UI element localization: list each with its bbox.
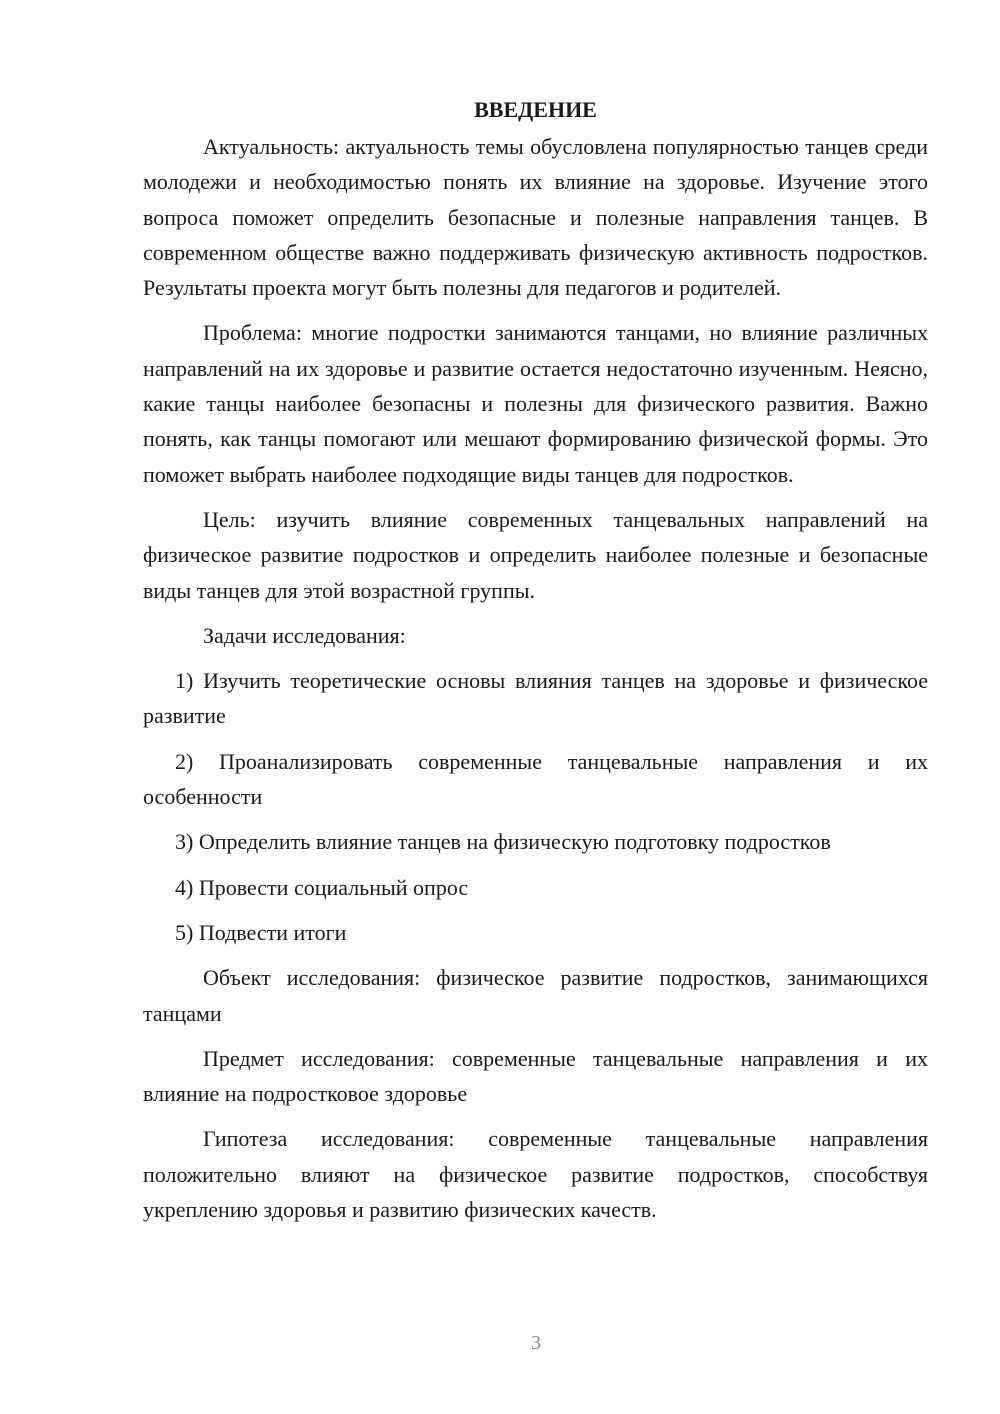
paragraph-subject: Предмет исследования: современные танцевальные направления и их влияние на подростковое здоровье xyxy=(143,1045,928,1107)
task-item-1: 1) Изучить теоретические основы влияния танцев на здоровье и физическое развитие xyxy=(143,668,928,729)
task-item-3: 3) Определить влияние танцев на физическую подготовку подростков xyxy=(175,829,831,855)
task-item-4: 4) Провести социальный опрос xyxy=(175,874,469,900)
document-page xyxy=(143,92,928,1237)
paragraph-goal: Цель: изучить влияние современных танцевальных направлений на физическое развитие подростков и определить наиболее полезные и безопасные виды танцев для этой возрастной группы. xyxy=(143,506,928,603)
page-number: 3 xyxy=(531,1332,541,1354)
paragraph-relevance: Актуальность: актуальность темы обусловлена популярностью танцев среди молодежи и необходимостью понять их влияние на здоровье. Изучение этого вопроса поможет определить безопасные и полезные направления танцев. В современном обществе важно поддерживать физическую активность подростков. Результаты проекта могут быть полезны для педагогов и родителей. xyxy=(143,134,928,301)
section-title: ВВЕДЕНИЕ xyxy=(474,97,597,122)
paragraph-problem: Проблема: многие подростки занимаются танцами, но влияние различных направлений на их здоровье и развитие остается недостаточно изученным. Неясно, какие танцы наиболее безопасны и полезны для физического развития. Важно понять, как танцы помогают или мешают формированию физической формы. Это поможет выбрать наиболее подходящие виды танцев для подростков. xyxy=(143,320,928,487)
task-item-2: 2) Проанализировать современные танцевальные направления и их особенности xyxy=(143,748,928,810)
paragraph-object: Объект исследования: физическое развитие подростков, занимающихся танцами xyxy=(143,965,928,1026)
task-item-5: 5) Подвести итоги xyxy=(175,919,347,945)
tasks-heading: Задачи исследования: xyxy=(203,622,406,648)
paragraph-hypothesis: Гипотеза исследования: современные танцевальные направления положительно влияют на физическое развитие подростков, способствуя укреплению здоровья и развитию физических качеств. xyxy=(143,1126,928,1223)
